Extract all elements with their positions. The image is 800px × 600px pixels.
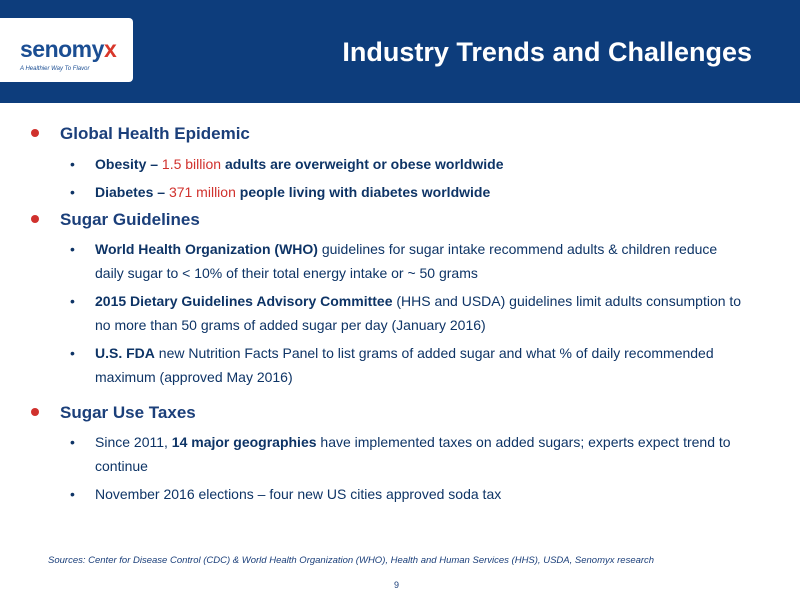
list-item: November 2016 elections – four new US cities approved soda tax [95, 486, 502, 502]
bullet-icon: • [70, 241, 75, 257]
section-bullet-icon [31, 215, 39, 223]
bullet-icon: • [70, 184, 75, 200]
list-item: World Health Organization (WHO) guidelines for sugar intake recommend adults & children reduce daily sugar to < 10% of their total energy intake or ~ 50 grams [95, 241, 718, 281]
logo-wordmark: senomyx [20, 36, 117, 62]
page-number: 9 [394, 580, 400, 590]
bullet-icon: • [70, 434, 75, 450]
sources-note: Sources: Center for Disease Control (CDC) & World Health Organization (WHO), Health and Human Services (HHS), USDA, Senomyx research [48, 555, 655, 566]
section-heading: Global Health Epidemic [60, 124, 250, 143]
list-item: Diabetes – 371 million people living with diabetes worldwide [95, 184, 491, 200]
list-item: U.S. FDA new Nutrition Facts Panel to list grams of added sugar and what % of daily recommended maximum (approved May 2016) [95, 345, 714, 385]
list-item: 2015 Dietary Guidelines Advisory Committee (HHS and USDA) guidelines limit adults consumption to no more than 50 grams of added sugar per day (January 2016) [95, 293, 742, 333]
list-item: Since 2011, 14 major geographies have implemented taxes on added sugars; experts expect trend to continue [95, 434, 731, 474]
section-bullet-icon [31, 129, 39, 137]
bullet-icon: • [70, 156, 75, 172]
list-item: Obesity – 1.5 billion adults are overweight or obese worldwide [95, 156, 504, 172]
section-heading: Sugar Guidelines [60, 210, 200, 229]
logo-tagline: A Healthier Way To Flavor [20, 66, 90, 72]
bullet-icon: • [70, 345, 75, 361]
section-bullet-icon [31, 408, 39, 416]
bullet-icon: • [70, 293, 75, 309]
section-heading: Sugar Use Taxes [60, 403, 196, 422]
bullet-icon: • [70, 486, 75, 502]
page-title: Industry Trends and Challenges [342, 37, 752, 67]
